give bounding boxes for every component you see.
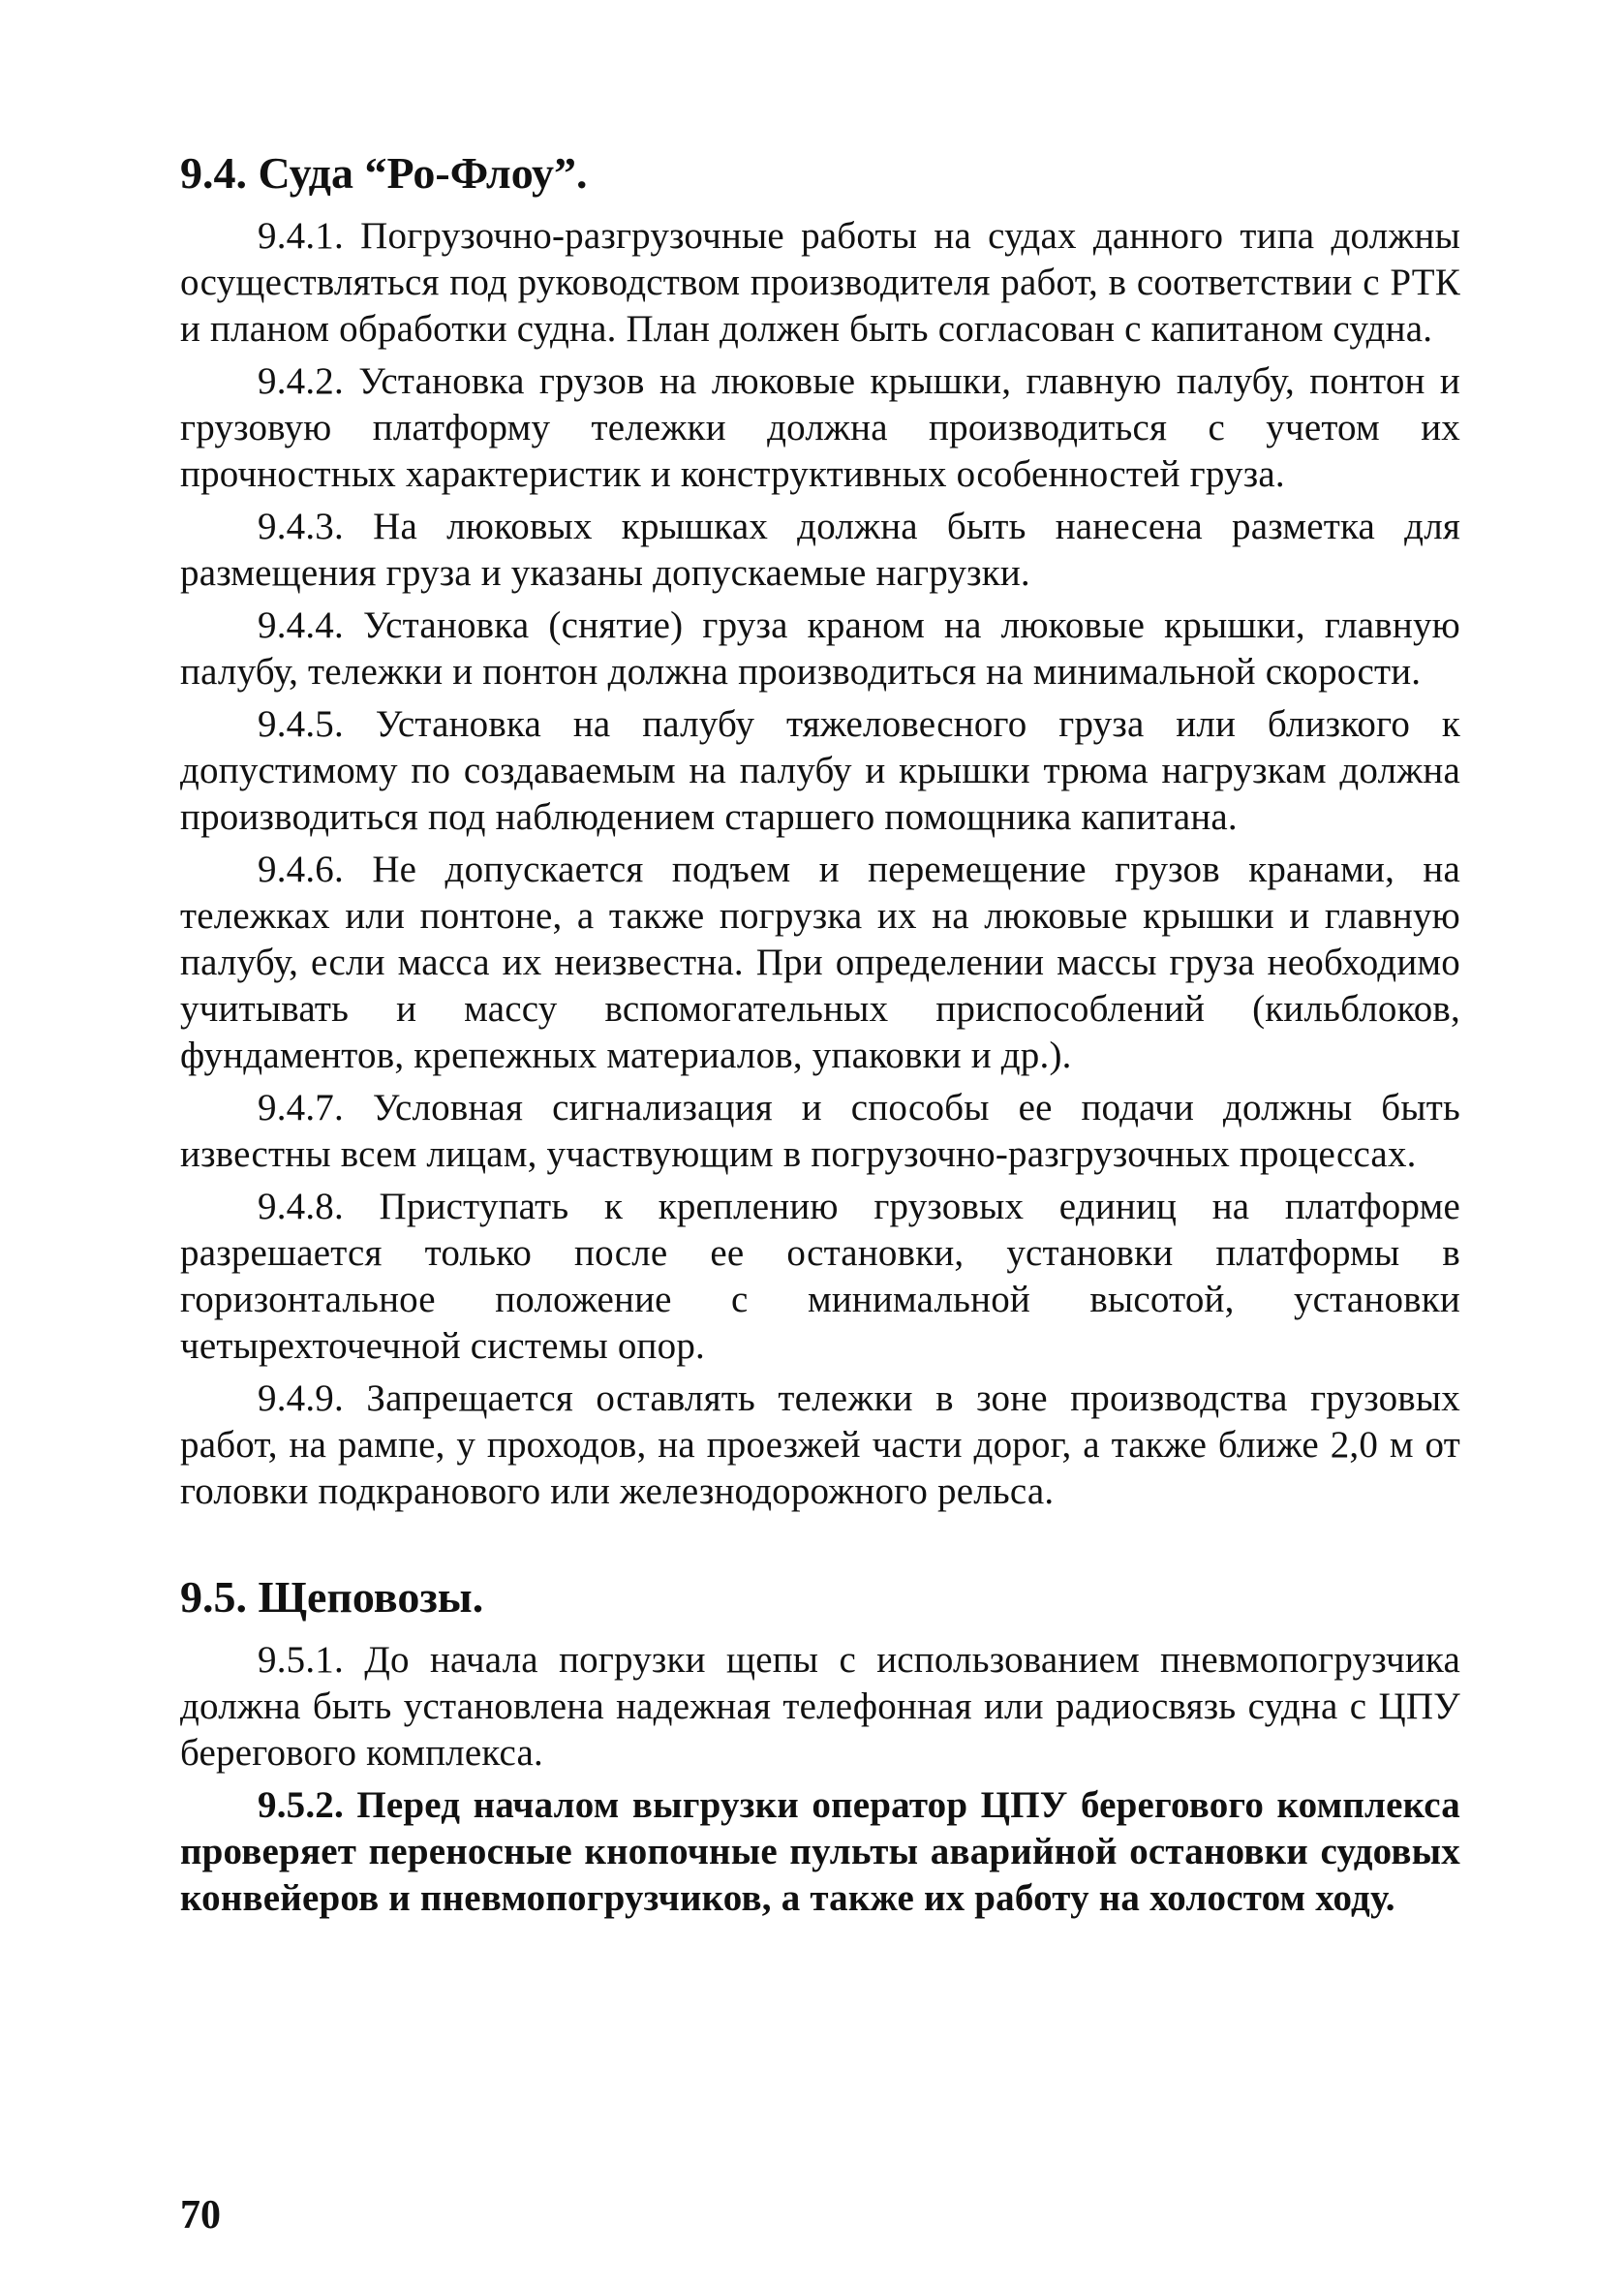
paragraph-9-5-2: 9.5.2. Перед началом выгрузки оператор ЦПУ берегового комплекса проверяет переносные кнопочные пульты аварийной остановки судовых конвейеров и пневмопогрузчиков, а также их работу на холостом ходу.	[180, 1784, 1460, 1919]
paragraph-9-4-7: 9.4.7. Условная сигнализация и способы ее подачи должны быть известны всем лицам, участвующим в погрузочно-разгрузочных процессах.	[180, 1087, 1460, 1175]
paragraph-9-4-2: 9.4.2. Установка грузов на люковые крышки, главную палубу, понтон и грузовую платформу тележки должна производиться с учетом их прочностных характеристик и конструктивных особенностей груза.	[180, 360, 1460, 495]
paragraph-9-4-8: 9.4.8. Приступать к креплению грузовых единиц на платформе разрешается только после ее остановки, установки платформы в горизонтальное положение с минимальной высотой, установки четырехточечной системы опор.	[180, 1186, 1460, 1367]
paragraph-9-5-1: 9.5.1. До начала погрузки щепы с использованием пневмопогрузчика должна быть установлена надежная телефонная или радиосвязь судна с ЦПУ берегового комплекса.	[180, 1639, 1460, 1774]
paragraph-9-4-6: 9.4.6. Не допускается подъем и перемещение грузов кранами, на тележках или понтоне, а также погрузка их на люковые крышки и главную палубу, если масса их неизвестна. При определении массы груза необходимо учитывать и массу вспомогательных приспособлений (кильблоков, фундаментов, крепежных материалов, упаковки и др.).	[180, 849, 1460, 1076]
paragraph-9-4-1: 9.4.1. Погрузочно-разгрузочные работы на судах данного типа должны осуществляться под руководством производителя работ, в соответствии с РТК и планом обработки судна. План должен быть согласован с капитаном судна.	[180, 215, 1460, 350]
paragraph-9-4-3: 9.4.3. На люковых крышках должна быть нанесена разметка для размещения груза и указаны допускаемые нагрузки.	[180, 506, 1460, 594]
page-number: 70	[180, 2193, 221, 2238]
paragraph-9-4-9: 9.4.9. Запрещается оставлять тележки в зоне производства грузовых работ, на рампе, у проходов, на проезжей части дорог, а также ближе 2,0 м от головки подкранового или железнодорожного рельса.	[180, 1377, 1460, 1512]
section-heading-9-5: 9.5. Щеповозы.	[180, 1572, 484, 1622]
section-heading-9-4: 9.4. Суда “Ро-Флоу”.	[180, 148, 588, 198]
document-page	[180, 145, 1460, 1928]
paragraph-9-4-5: 9.4.5. Установка на палубу тяжеловесного груза или близкого к допустимому по создаваемым на палубу и крышки трюма нагрузкам должна производиться под наблюдением старшего помощника капитана.	[180, 703, 1460, 838]
paragraph-9-4-4: 9.4.4. Установка (снятие) груза краном на люковые крышки, главную палубу, тележки и понтон должна производиться на минимальной скорости.	[180, 604, 1460, 693]
